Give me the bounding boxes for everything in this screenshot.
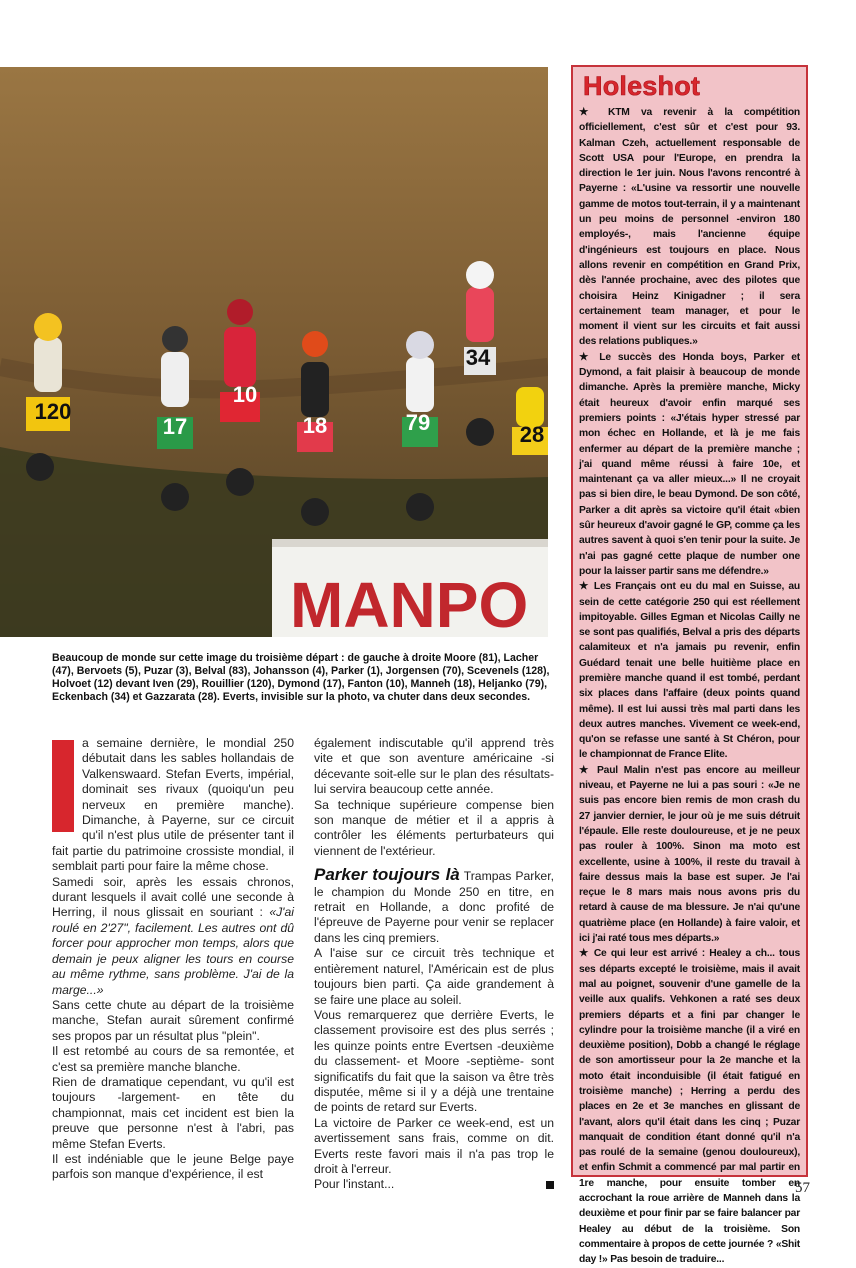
article-paragraph: L a semaine dernière, le mondial 250 débutait dans les sables hollandais de Valkenswaard. Stefan Everts, impérial, dominait ses rivaux (quoiqu'un peu nerveux en première manche). Dimanche, à Payerne, sur ce circuit qu'il n'est plus utile de présenter tant il fait partie du patrimoine crossiste mondial, il semblait parti pour faire la même chose. xyxy=(52,736,294,874)
sidebar-body xyxy=(579,105,800,1268)
quote: «J'ai roulé en 2'27", facilement. Les autres ont dû forcer pour approcher mon temps, alors que demain je peux aligner les tours en course au même rythme, sans problème. J'ai de la marge...» xyxy=(52,905,294,997)
article-paragraph: Samedi soir, après les essais chronos, durant lesquels il avait collé une seconde à Herring, il nous glissait en souriant : «J'ai roulé en 2'27", facilement. Les autres ont dû forcer pour approcher mon temps, alors que demain je peux aligner les tours en course au même rythme, sans problème. J'ai de la marge...» xyxy=(52,874,294,997)
rider-number-plate: 18 xyxy=(302,413,328,438)
article-paragraph: également indiscutable qu'il apprend très vite et que son aventure américaine -si décevante soit-elle sur le plan des résultats- lui servira beaucoup cette année. xyxy=(314,736,554,797)
sidebar-paragraph: ★ Les Français ont eu du mal en Suisse, au sein de cette catégorie 250 qui est réellement impitoyable. Gilles Egman et Nicolas Cailly ne se sont pas qualifiés, Belval a pris des départs calamiteux et n'a jamais pu revenir, enfin Guédard tenait une belle huitième place en première manche quand il est tombé, perdant six places dans l'affaire (deux points quand même). Il est lui aussi très mal parti dans les deux autres manches. Vivement ce week-end, qu'on se refasse une santé à St Chéron, pour le championnat de France Elite. xyxy=(579,581,800,761)
article-paragraph: Sans cette chute au départ de la troisième manche, Stefan aurait sûrement confirmé ses propos par un résultat plus "plein". xyxy=(52,997,294,1043)
rider-number-plate: 79 xyxy=(405,410,431,435)
article-paragraph: Vous remarquerez que derrière Everts, le classement provisoire est des plus serrés ; les quinze points entre Evertsen -deuxième du classement- et Moore -septième- sont significatifs du fait que la saison va être très disputée, même si il y a déjà une trentaine de points de retard sur Everts. xyxy=(314,1007,554,1115)
article-subhead: Parker toujours là xyxy=(314,865,460,885)
photo-caption: Beaucoup de monde sur cette image du troisième départ : de gauche à droite Moore (81), Lacher (47), Bervoets (5), Puzar (3), Belval (83), Johansson (4), Parker (1), Jorgensen (70), Scevenels (128), Holvoet (12) devant Iven (29), Rouillier (120), Dymond (17), Fanton (10), Manneh (18), Heljanko (79), Eckenbach (34) et Gazzarata (28). Everts, invisible sur la photo, va chuter dans deux secondes. xyxy=(52,652,550,703)
banner-text: MANPO xyxy=(290,569,529,637)
article-body xyxy=(52,736,554,1192)
article-paragraph: A l'aise sur ce circuit très technique et entièrement naturel, l'Américain est de plus toujours bien parti. Ça aide grandement à se faire une place au soleil. xyxy=(314,946,554,1007)
sidebar-paragraph: ★ Le succès des Honda boys, Parker et Dymond, a fait plaisir à beaucoup de monde dimanche. Après la première manche, Micky était heureux d'avoir enfin marqué ses premiers points : «J'étais hyper stressé par mon échec en Hollande, et là je me fais enfermer au départ de la première manche ; j'ai quand même réussi à faire 10e, et maintenant ça va aller mieux...» Il ne croyait pas si bien dire, le beau Dymond. De son côté, Parker a dit après sa victoire qu'il était «bien sûr heureux d'avoir gagné le GP, comme ça les autres savent à quoi s'en tenir pour la suite. Je n'ai pas gagné cette plaque de number one pour la laisser partir sans me défendre.» xyxy=(579,351,800,577)
article-paragraph: Il est indéniable que le jeune Belge paye parfois son manque d'expérience, il est xyxy=(52,1151,294,1182)
article-paragraph: Sa technique supérieure compense bien son manque de métier et il a appris à contrôler les éléments perturbateurs qui viennent de l'extérieur. xyxy=(314,797,554,858)
rider-number-plate: 10 xyxy=(232,382,258,407)
rider-number-plate: 17 xyxy=(162,414,188,439)
article-paragraph: La victoire de Parker ce week-end, est un avertissement sans frais, comme on dit. Everts reste favori mais il n'a pas trop le droit à l'erreur. xyxy=(314,1115,554,1176)
race-start-photo xyxy=(0,67,548,637)
end-of-article-mark xyxy=(546,1181,554,1189)
sponsor-banner xyxy=(272,539,548,637)
rider-number-plate: 28 xyxy=(519,422,545,447)
dropcap: L xyxy=(52,740,74,832)
article-column-left xyxy=(52,736,294,1183)
sidebar-paragraph: ★ Paul Malin n'est pas encore au meilleur niveau, et Payerne ne lui a pas souri : «Je ne suis pas encore bien remis de mon crash du 27 janvier dernier, le jour où je me suis détruit l'épaule. Elle reste douloureuse, et je ne peux pas rouler à 100%. Sinon ma moto est excellente, usine à 100%, il reste du travail à faire dessus mais la base est super. Je l'ai reçue le 8 mars mais nous avons pris du retard à cause de ma blessure. Je n'ai qu'une quatrième place (en Hollande) à faire valoir, et ici j'ai raté tous mes départs.» xyxy=(579,764,800,945)
photo-illustration xyxy=(0,67,548,637)
article-paragraph: Pour l'instant... xyxy=(314,1177,554,1192)
rider-number-plate: 120 xyxy=(34,399,72,424)
sidebar-paragraph: ★ Ce qui leur est arrivé : Healey a ch... tous ses départs excepté le troisième, mais il avait mal au poignet, souvenir d'une gamelle de la veille aux qualifs. Vehkonen a raté ses deux premiers départs et a fini par changer le cylindre pour la troisième manche (il a viré en deuxième position), Dobb a changé le réglage de son amortisseur pour la 2e manche et la moto était inconduisible (il était fatigué en troisième manche) ; Herring a perdu des places en 2e et 3e manches en glissant de l'avant, alors qu'il était dans les cinq ; Puzar manquait de condition étant donné qu'il n'a pas roulé de la semaine (genou douloureux), et enfin Schmit a commencé par mal partir en 1re manche, pour ensuite tomber en accrochant la roue arrière de Manneh dans la deuxième et pour finir par se faire balancer par Healey au début de la troisième. Son commentaire à propos de cette journée ? «Shit day !» Pas besoin de traduire... xyxy=(579,948,800,1266)
sidebar-paragraph: ★ KTM va revenir à la compétition officiellement, c'est sûr et c'est pour 93. Kalman Czeh, actuellement responsable de Scott USA pour l'Europe, en prendra la direction le 1er juin. Nous l'avons rencontré à Payerne : «L'usine va ressortir une nouvelle gamme de motos tout-terrain, il y a maintenant un peu moins de personnel -environ 180 employés-, mais l'ancienne équipe d'ingénieurs est toujours en place. Nous allons revenir en compétition en Grand Prix, dès l'année prochaine, avec des pilotes que choisira Heinz Kinigadner ; il sera certainement team manager, et pour le moment il vient sur les circuits et fait aussi des relations publiques.» xyxy=(579,107,800,348)
page-number: 57 xyxy=(795,1180,810,1196)
article-paragraph: Il est retombé au cours de sa remontée, et c'est sa première manche blanche. xyxy=(52,1044,294,1074)
rider-number-plate: 34 xyxy=(465,345,491,370)
article-paragraph: Rien de dramatique cependant, vu qu'il est toujours -largement- en tête du championnat, mais cet incident est bien la preuve que personne n'est à l'abri, pas même Stefan Everts. xyxy=(52,1074,294,1151)
article-column-right xyxy=(314,736,554,1193)
sidebar-title: Holeshot xyxy=(583,71,701,101)
article-paragraph: Parker toujours là Trampas Parker, le champion du Monde 250 en titre, en retrait en Hollande, a donc profité de l'épreuve de Payerne pour venir se replacer dans les cinq premiers. xyxy=(314,865,554,945)
